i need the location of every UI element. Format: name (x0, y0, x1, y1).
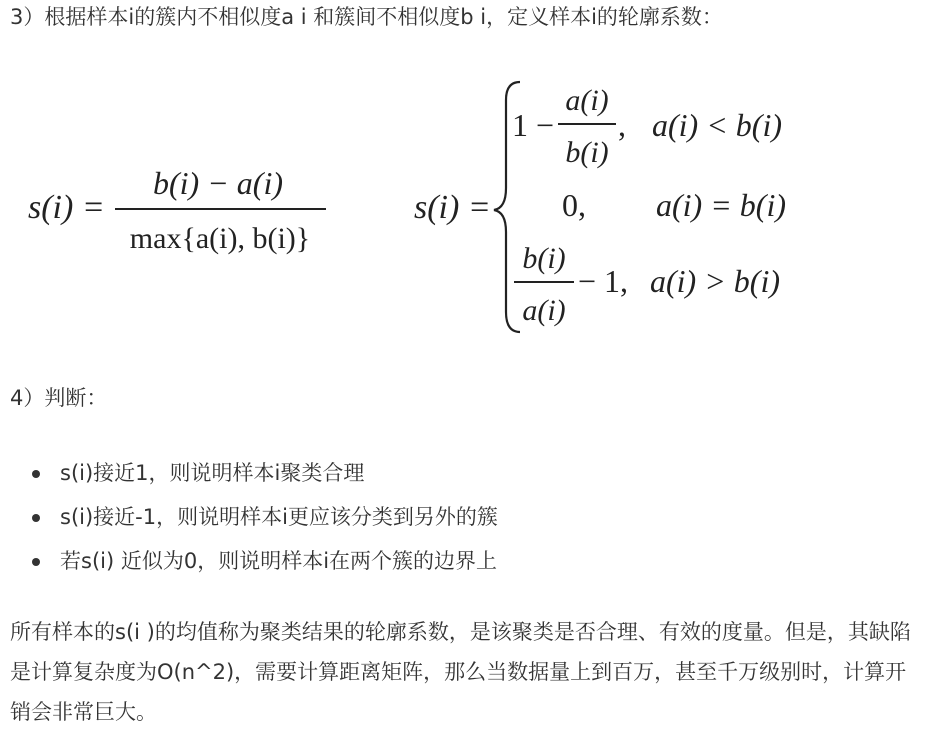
step4-paragraph: 4）判断： (10, 386, 108, 410)
formula-left-lhs: s(i) = (28, 189, 105, 226)
formula-left (28, 165, 326, 255)
step3-paragraph: 3）根据样本i的簇内不相似度a i 和簇间不相似度b i，定义样本i的轮廓系数： (10, 5, 723, 29)
list-item (32, 462, 498, 484)
case1-suffix: , (618, 107, 626, 143)
list-item-text: 若s(i) 近似为0，则说明样本i在两个簇的边界上 (60, 549, 498, 573)
case3-suffix: − 1, (578, 263, 629, 299)
bullet-dot-icon (32, 558, 40, 566)
case1-prefix: 1 − (512, 107, 555, 143)
list-item-text: s(i)接近1，则说明样本i聚类合理 (60, 461, 365, 485)
bullet-dot-icon (32, 514, 40, 522)
case1-frac-denominator: b(i) (565, 136, 609, 169)
formula-left-numerator: b(i) − a(i) (153, 165, 283, 201)
bullet-dot-icon (32, 470, 40, 478)
list-item (32, 550, 498, 572)
summary-paragraph: 所有样本的s(i )的均值称为聚类结果的轮廓系数，是该聚类是否合理、有效的度量。但是，其缺陷是计算复杂度为O(n^2)，需要计算距离矩阵，那么当数据量上到百万，甚至千万级别时，计算开销会非常巨大。 (10, 620, 911, 724)
silhouette-formulas (0, 70, 931, 340)
case2-condition: a(i) = b(i) (656, 187, 786, 223)
case3-condition: a(i) > b(i) (650, 263, 780, 299)
case3-frac-denominator: a(i) (522, 294, 566, 327)
list-item (32, 506, 498, 528)
judgement-list (32, 462, 498, 594)
case1-condition: a(i) < b(i) (652, 107, 782, 143)
list-item-text: s(i)接近-1，则说明样本i更应该分类到另外的簇 (60, 505, 498, 529)
formula-right (414, 82, 786, 332)
case2-expr: 0, (562, 187, 586, 223)
formula-right-lhs: s(i) = (414, 189, 491, 226)
case1-frac-numerator: a(i) (565, 84, 609, 117)
formula-left-denominator: max{a(i), b(i)} (129, 222, 311, 255)
case3-frac-numerator: b(i) (522, 242, 566, 275)
